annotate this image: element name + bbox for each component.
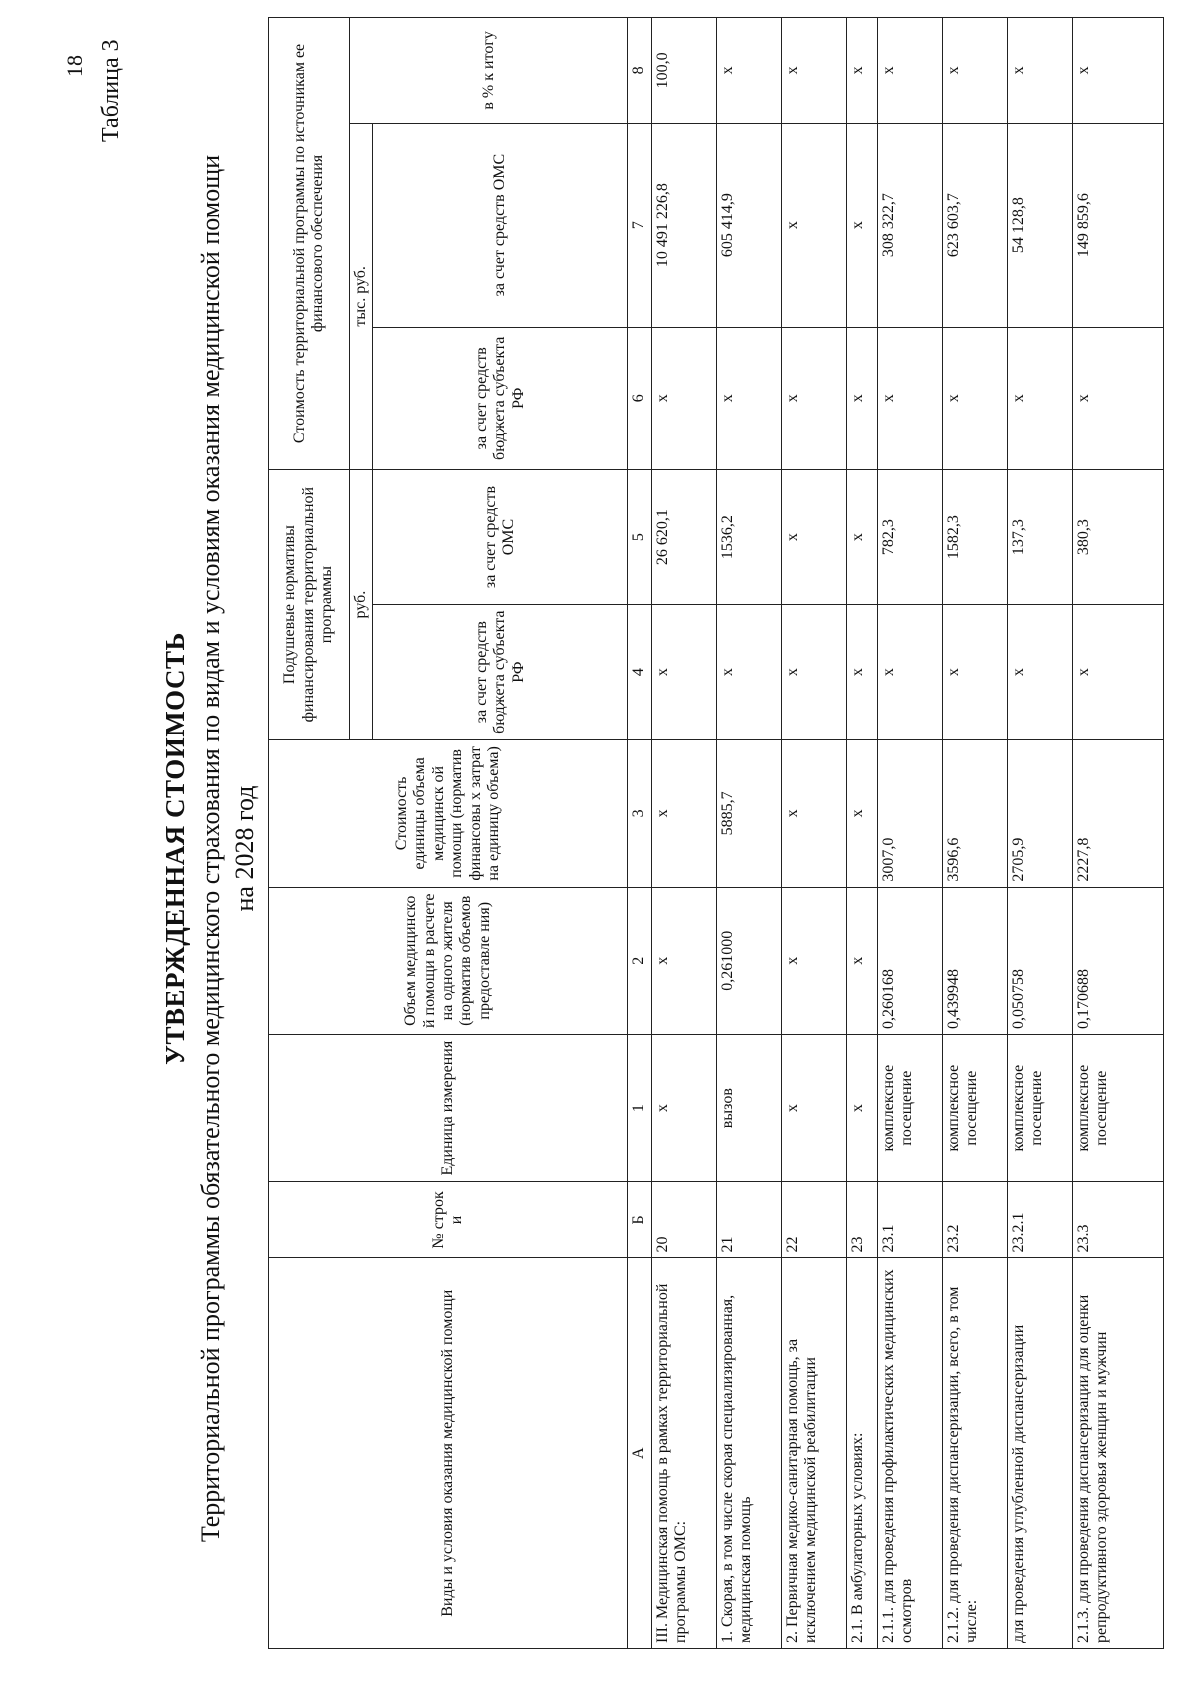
row-pc-budget: х	[846, 605, 877, 740]
row-volume: 0,260168	[877, 887, 942, 1034]
index-cell: 5	[628, 470, 651, 605]
row-unit: комплексное посещение	[942, 1034, 1007, 1181]
row-unit-cost: 3596,6	[942, 740, 1007, 887]
row-unit-cost: х	[651, 740, 716, 887]
row-pc-budget: х	[942, 605, 1007, 740]
row-cost-budget: х	[651, 327, 716, 469]
document-subtitle: Территориальной программы обязательного медицинского страхования по видам и условиям оказания медицинской помощи	[196, 154, 225, 1543]
index-cell: 1	[628, 1034, 651, 1181]
header-unit-thousand-rub: тыс. руб.	[350, 123, 373, 469]
row-pc-oms: 380,3	[1072, 470, 1163, 605]
index-cell: 3	[628, 740, 651, 887]
table-row	[942, 18, 1007, 1649]
row-pc-oms: 137,3	[1007, 470, 1072, 605]
row-cost-budget: х	[1007, 327, 1072, 469]
row-pc-oms: х	[781, 470, 846, 605]
header-percent-total: в % к итогу	[350, 18, 628, 124]
header-pc-oms: за счет средств ОМС	[373, 470, 628, 605]
index-cell: 6	[628, 327, 651, 469]
row-percent: х	[781, 18, 846, 124]
header-unit: Единица измерения	[269, 1034, 628, 1181]
table-row	[1007, 18, 1072, 1649]
row-name: 1. Скорая, в том числе скорая специализированная, медицинская помощь	[716, 1258, 781, 1649]
row-cost-budget: х	[846, 327, 877, 469]
row-percent: х	[877, 18, 942, 124]
row-number: 22	[781, 1182, 846, 1258]
index-cell: Б	[628, 1182, 651, 1258]
row-unit: комплексное посещение	[877, 1034, 942, 1181]
row-pc-budget: х	[877, 605, 942, 740]
cost-table	[268, 17, 1164, 1649]
header-volume: Объем медицинско й помощи в расчете на одного жителя (норматив объемов предоставле ния)	[269, 887, 628, 1034]
row-cost-oms: 605 414,9	[716, 123, 781, 327]
row-cost-budget: х	[942, 327, 1007, 469]
row-percent: х	[1072, 18, 1163, 124]
header-cost-group: Стоимость территориальной программы по источникам ее финансового обеспечения	[269, 18, 350, 470]
row-pc-budget: х	[781, 605, 846, 740]
table-row	[877, 18, 942, 1649]
row-pc-oms: 26 620,1	[651, 470, 716, 605]
row-volume: 0,439948	[942, 887, 1007, 1034]
index-cell: А	[628, 1258, 651, 1649]
header-pc-budget: за счет средств бюджета субъекта РФ	[373, 605, 628, 740]
row-unit: х	[781, 1034, 846, 1181]
row-volume: х	[651, 887, 716, 1034]
row-unit: комплексное посещение	[1007, 1034, 1072, 1181]
row-percent: 100,0	[651, 18, 716, 124]
row-percent: х	[1007, 18, 1072, 124]
row-number: 23.2.1	[1007, 1182, 1072, 1258]
row-name: для проведения углубленной диспансеризации	[1007, 1258, 1072, 1649]
row-number: 23.3	[1072, 1182, 1163, 1258]
row-cost-oms: х	[781, 123, 846, 327]
row-cost-oms: 149 859,6	[1072, 123, 1163, 327]
row-cost-oms: 308 322,7	[877, 123, 942, 327]
index-cell: 4	[628, 605, 651, 740]
row-cost-oms: 54 128,8	[1007, 123, 1072, 327]
table-label: Таблица 3	[98, 39, 124, 142]
document-year: на 2028 год	[230, 785, 259, 912]
row-name: 2.1.3. для проведения диспансеризации для оценки репродуктивного здоровья женщин и мужчин	[1072, 1258, 1163, 1649]
row-volume: 0,170688	[1072, 887, 1163, 1034]
row-number: 23.1	[877, 1182, 942, 1258]
row-volume: 0,261000	[716, 887, 781, 1034]
header-unit-rub: руб.	[350, 470, 373, 740]
row-pc-budget: х	[716, 605, 781, 740]
index-cell: 2	[628, 887, 651, 1034]
row-unit-cost: х	[781, 740, 846, 887]
row-unit: х	[651, 1034, 716, 1181]
row-unit-cost: 2705,9	[1007, 740, 1072, 887]
row-name: 2.1.2. для проведения диспансеризации, всего, в том числе:	[942, 1258, 1007, 1649]
row-name: 2. Первичная медико-санитарная помощь, за исключением медицинской реабилитации	[781, 1258, 846, 1649]
row-cost-oms: 10 491 226,8	[651, 123, 716, 327]
row-pc-oms: 1536,2	[716, 470, 781, 605]
row-number: 20	[651, 1182, 716, 1258]
index-cell: 8	[628, 18, 651, 124]
row-cost-budget: х	[1072, 327, 1163, 469]
row-number: 23.2	[942, 1182, 1007, 1258]
header-unit-cost: Стоимость единицы объема медицинск ой помощи (норматив финансовы х затрат на единицу объема)	[269, 740, 628, 887]
row-name: 2.1.1. для проведения профилактических медицинских осмотров	[877, 1258, 942, 1649]
header-cost-budget: за счет средств бюджета субъекта РФ	[373, 327, 628, 469]
row-unit-cost: 3007,0	[877, 740, 942, 887]
table-row	[846, 18, 877, 1649]
row-pc-oms: х	[846, 470, 877, 605]
row-cost-budget: х	[716, 327, 781, 469]
row-unit: х	[846, 1034, 877, 1181]
row-unit: комплексное посещение	[1072, 1034, 1163, 1181]
row-pc-oms: 1582,3	[942, 470, 1007, 605]
table-row	[716, 18, 781, 1649]
header-types: Виды и условия оказания медицинской помощи	[269, 1258, 628, 1649]
header-per-capita-group: Подушевые нормативы финансирования территориальной программы	[269, 470, 350, 740]
row-percent: х	[942, 18, 1007, 124]
header-row-no: № строк и	[269, 1182, 628, 1258]
index-cell: 7	[628, 123, 651, 327]
row-volume: 0,050758	[1007, 887, 1072, 1034]
row-unit: вызов	[716, 1034, 781, 1181]
row-name: III. Медицинская помощь в рамках территориальной программы ОМС:	[651, 1258, 716, 1649]
table-row	[1072, 18, 1163, 1649]
document-title: УТВЕРЖДЕННАЯ СТОИМОСТЬ	[160, 632, 190, 1065]
row-unit-cost: х	[846, 740, 877, 887]
row-pc-budget: х	[1007, 605, 1072, 740]
row-number: 23	[846, 1182, 877, 1258]
row-number: 21	[716, 1182, 781, 1258]
row-percent: х	[846, 18, 877, 124]
table-row	[781, 18, 846, 1649]
header-cost-oms: за счет средств ОМС	[373, 123, 628, 327]
column-index-row	[628, 18, 651, 1649]
row-cost-budget: х	[877, 327, 942, 469]
row-volume: х	[846, 887, 877, 1034]
row-volume: х	[781, 887, 846, 1034]
page-number: 18	[62, 55, 87, 77]
row-pc-oms: 782,3	[877, 470, 942, 605]
row-pc-budget: х	[1072, 605, 1163, 740]
row-unit-cost: 2227,8	[1072, 740, 1163, 887]
row-percent: х	[716, 18, 781, 124]
row-cost-budget: х	[781, 327, 846, 469]
row-cost-oms: 623 603,7	[942, 123, 1007, 327]
table-row	[651, 18, 716, 1649]
row-pc-budget: х	[651, 605, 716, 740]
row-name: 2.1. В амбулаторных условиях:	[846, 1258, 877, 1649]
row-unit-cost: 5885,7	[716, 740, 781, 887]
row-cost-oms: х	[846, 123, 877, 327]
